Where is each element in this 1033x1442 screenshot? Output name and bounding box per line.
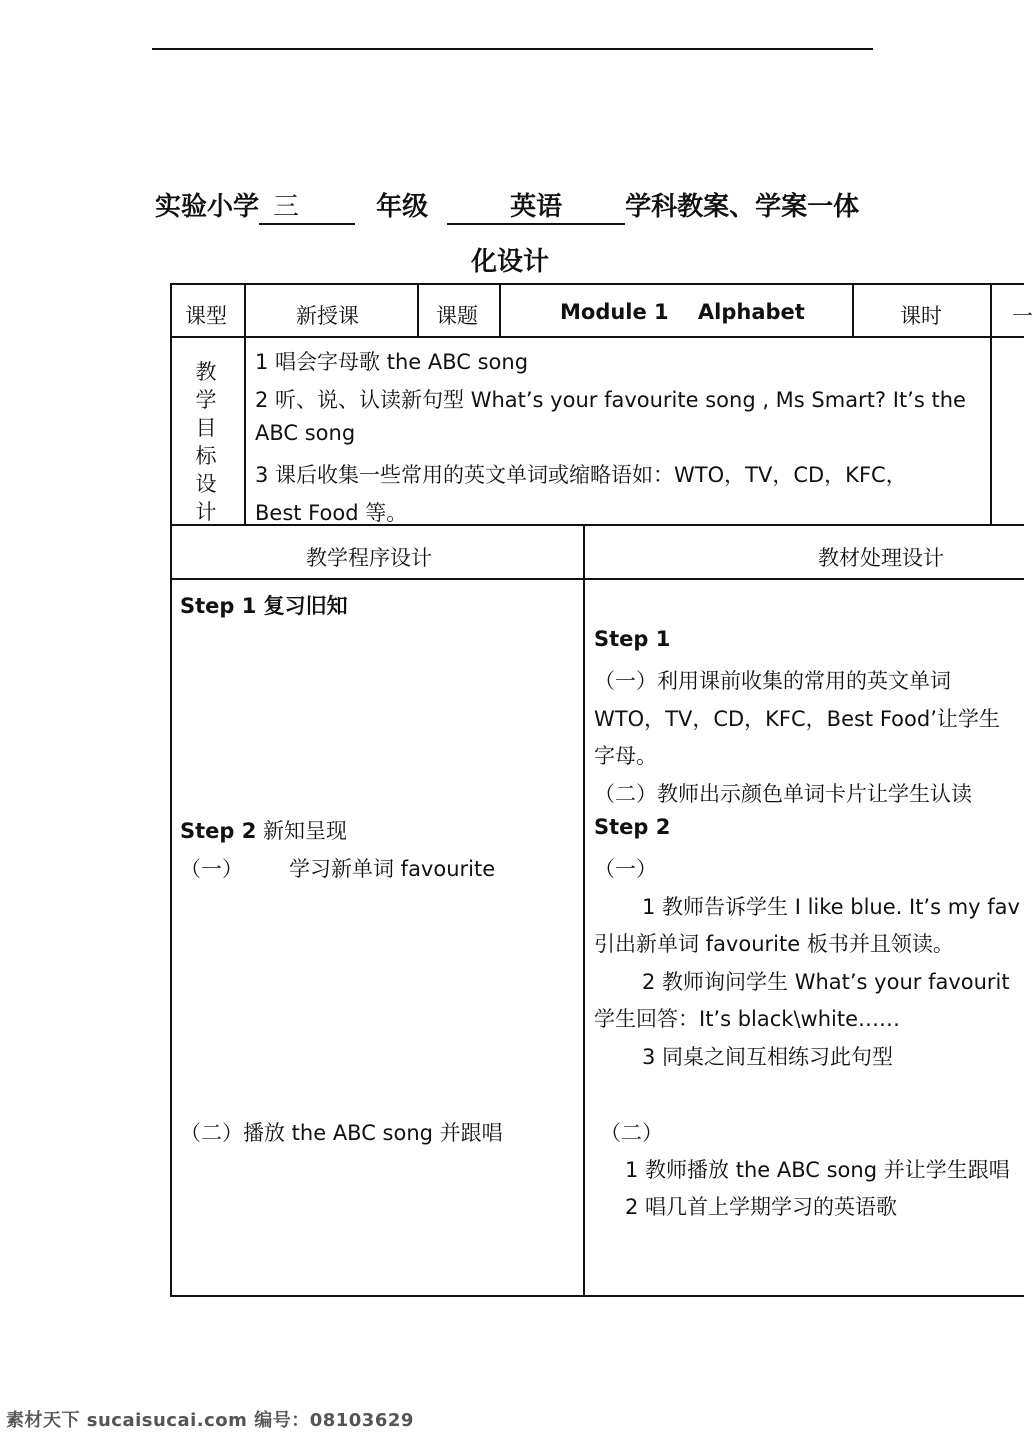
right-line: 3 同桌之间互相练习此句型: [642, 1045, 894, 1069]
objectives-label-char: 教: [195, 360, 217, 384]
title-school: 实验小学: [155, 192, 260, 222]
right-line: 1 教师播放 the ABC song 并让学生跟唱: [625, 1158, 1010, 1182]
right-column-header: 教材处理设计: [818, 546, 944, 570]
col-divider-main: [583, 524, 585, 1297]
type-value: 新授课: [296, 304, 359, 328]
right-line: 2 教师询问学生 What’s your favourit: [642, 970, 1010, 994]
objective-line: Best Food 等。: [255, 501, 408, 525]
title-subject-value: 英语: [510, 192, 563, 222]
left-step2: [180, 815, 347, 845]
objectives-label-char: 学: [195, 388, 217, 412]
col-divider-4: [852, 283, 854, 338]
objectives-label-char: 标: [195, 444, 217, 468]
objective-line: 2 听、说、认读新句型 What’s your favourite song , Ms Smart? It’s the: [255, 388, 966, 412]
table-row1-bottom: [170, 336, 1024, 338]
left-sub1-text: 学习新单词 favourite: [289, 857, 496, 881]
left-sub1-num: （一）: [180, 857, 243, 881]
right-line: （二）: [600, 1121, 663, 1145]
objectives-label: [189, 358, 223, 526]
left-sub2: （二）播放 the ABC song 并跟唱: [180, 1121, 503, 1145]
right-line: WTO，TV，CD，KFC，Best Food’让学生: [594, 707, 1000, 731]
subject-blank: [447, 186, 625, 225]
period-label: 课时: [900, 304, 942, 328]
period-value: 一: [1012, 304, 1033, 328]
col-divider-3: [499, 283, 501, 338]
document-title: [155, 186, 859, 225]
left-step2-title: Step 2: [180, 819, 257, 843]
right-line: （一）利用课前收集的常用的英文单词: [594, 669, 951, 693]
col-divider-1: [244, 283, 246, 526]
left-sub1: [180, 853, 495, 883]
table-border-bottom: [170, 1295, 1024, 1297]
right-line: 2 唱几首上学期学习的英语歌: [625, 1195, 898, 1219]
objective-line: 1 唱会字母歌 the ABC song: [255, 350, 529, 374]
topic-value: Module 1 Alphabet: [560, 300, 805, 324]
right-step2: Step 2: [594, 815, 671, 839]
watermark: 素材天下 sucaisucai.com 编号：08103629: [6, 1410, 414, 1431]
objective-line: 3 课后收集一些常用的英文单词或缩略语如：WTO，TV，CD，KFC，: [255, 463, 907, 487]
type-label: 课型: [185, 304, 227, 328]
topic-label: 课题: [436, 304, 478, 328]
col-divider-2: [417, 283, 419, 338]
left-step2-rest: 新知呈现: [256, 819, 348, 843]
right-line: 引出新单词 favourite 板书并且领读。: [594, 932, 954, 956]
objectives-label-char: 设: [195, 472, 217, 496]
table-border-left: [170, 283, 172, 1297]
col-divider-5: [990, 283, 992, 526]
document-title-line2: 化设计: [471, 247, 550, 277]
title-grade-label: 年级: [376, 192, 429, 222]
top-rule: [152, 48, 873, 50]
objective-line: ABC song: [255, 421, 356, 445]
objectives-label-char: 目: [195, 416, 217, 440]
left-step1: Step 1 复习旧知: [180, 594, 348, 618]
right-line: 学生回答：It’s black\white……: [594, 1007, 901, 1031]
grade-blank: [259, 186, 355, 225]
right-line: （二）教师出示颜色单词卡片让学生认读: [594, 782, 972, 806]
right-line: 1 教师告诉学生 I like blue. It’s my fav: [642, 895, 1020, 919]
table-header-bottom: [170, 578, 1024, 580]
title-grade-value: 三: [273, 192, 300, 222]
title-suffix: 学科教案、学案一体: [625, 192, 860, 222]
right-step1: Step 1: [594, 627, 671, 651]
objectives-label-char: 计: [195, 500, 217, 524]
right-line: （一）: [594, 857, 657, 881]
table-border-top: [170, 283, 1024, 285]
left-column-header: 教学程序设计: [306, 546, 432, 570]
right-line: 字母。: [594, 744, 657, 768]
